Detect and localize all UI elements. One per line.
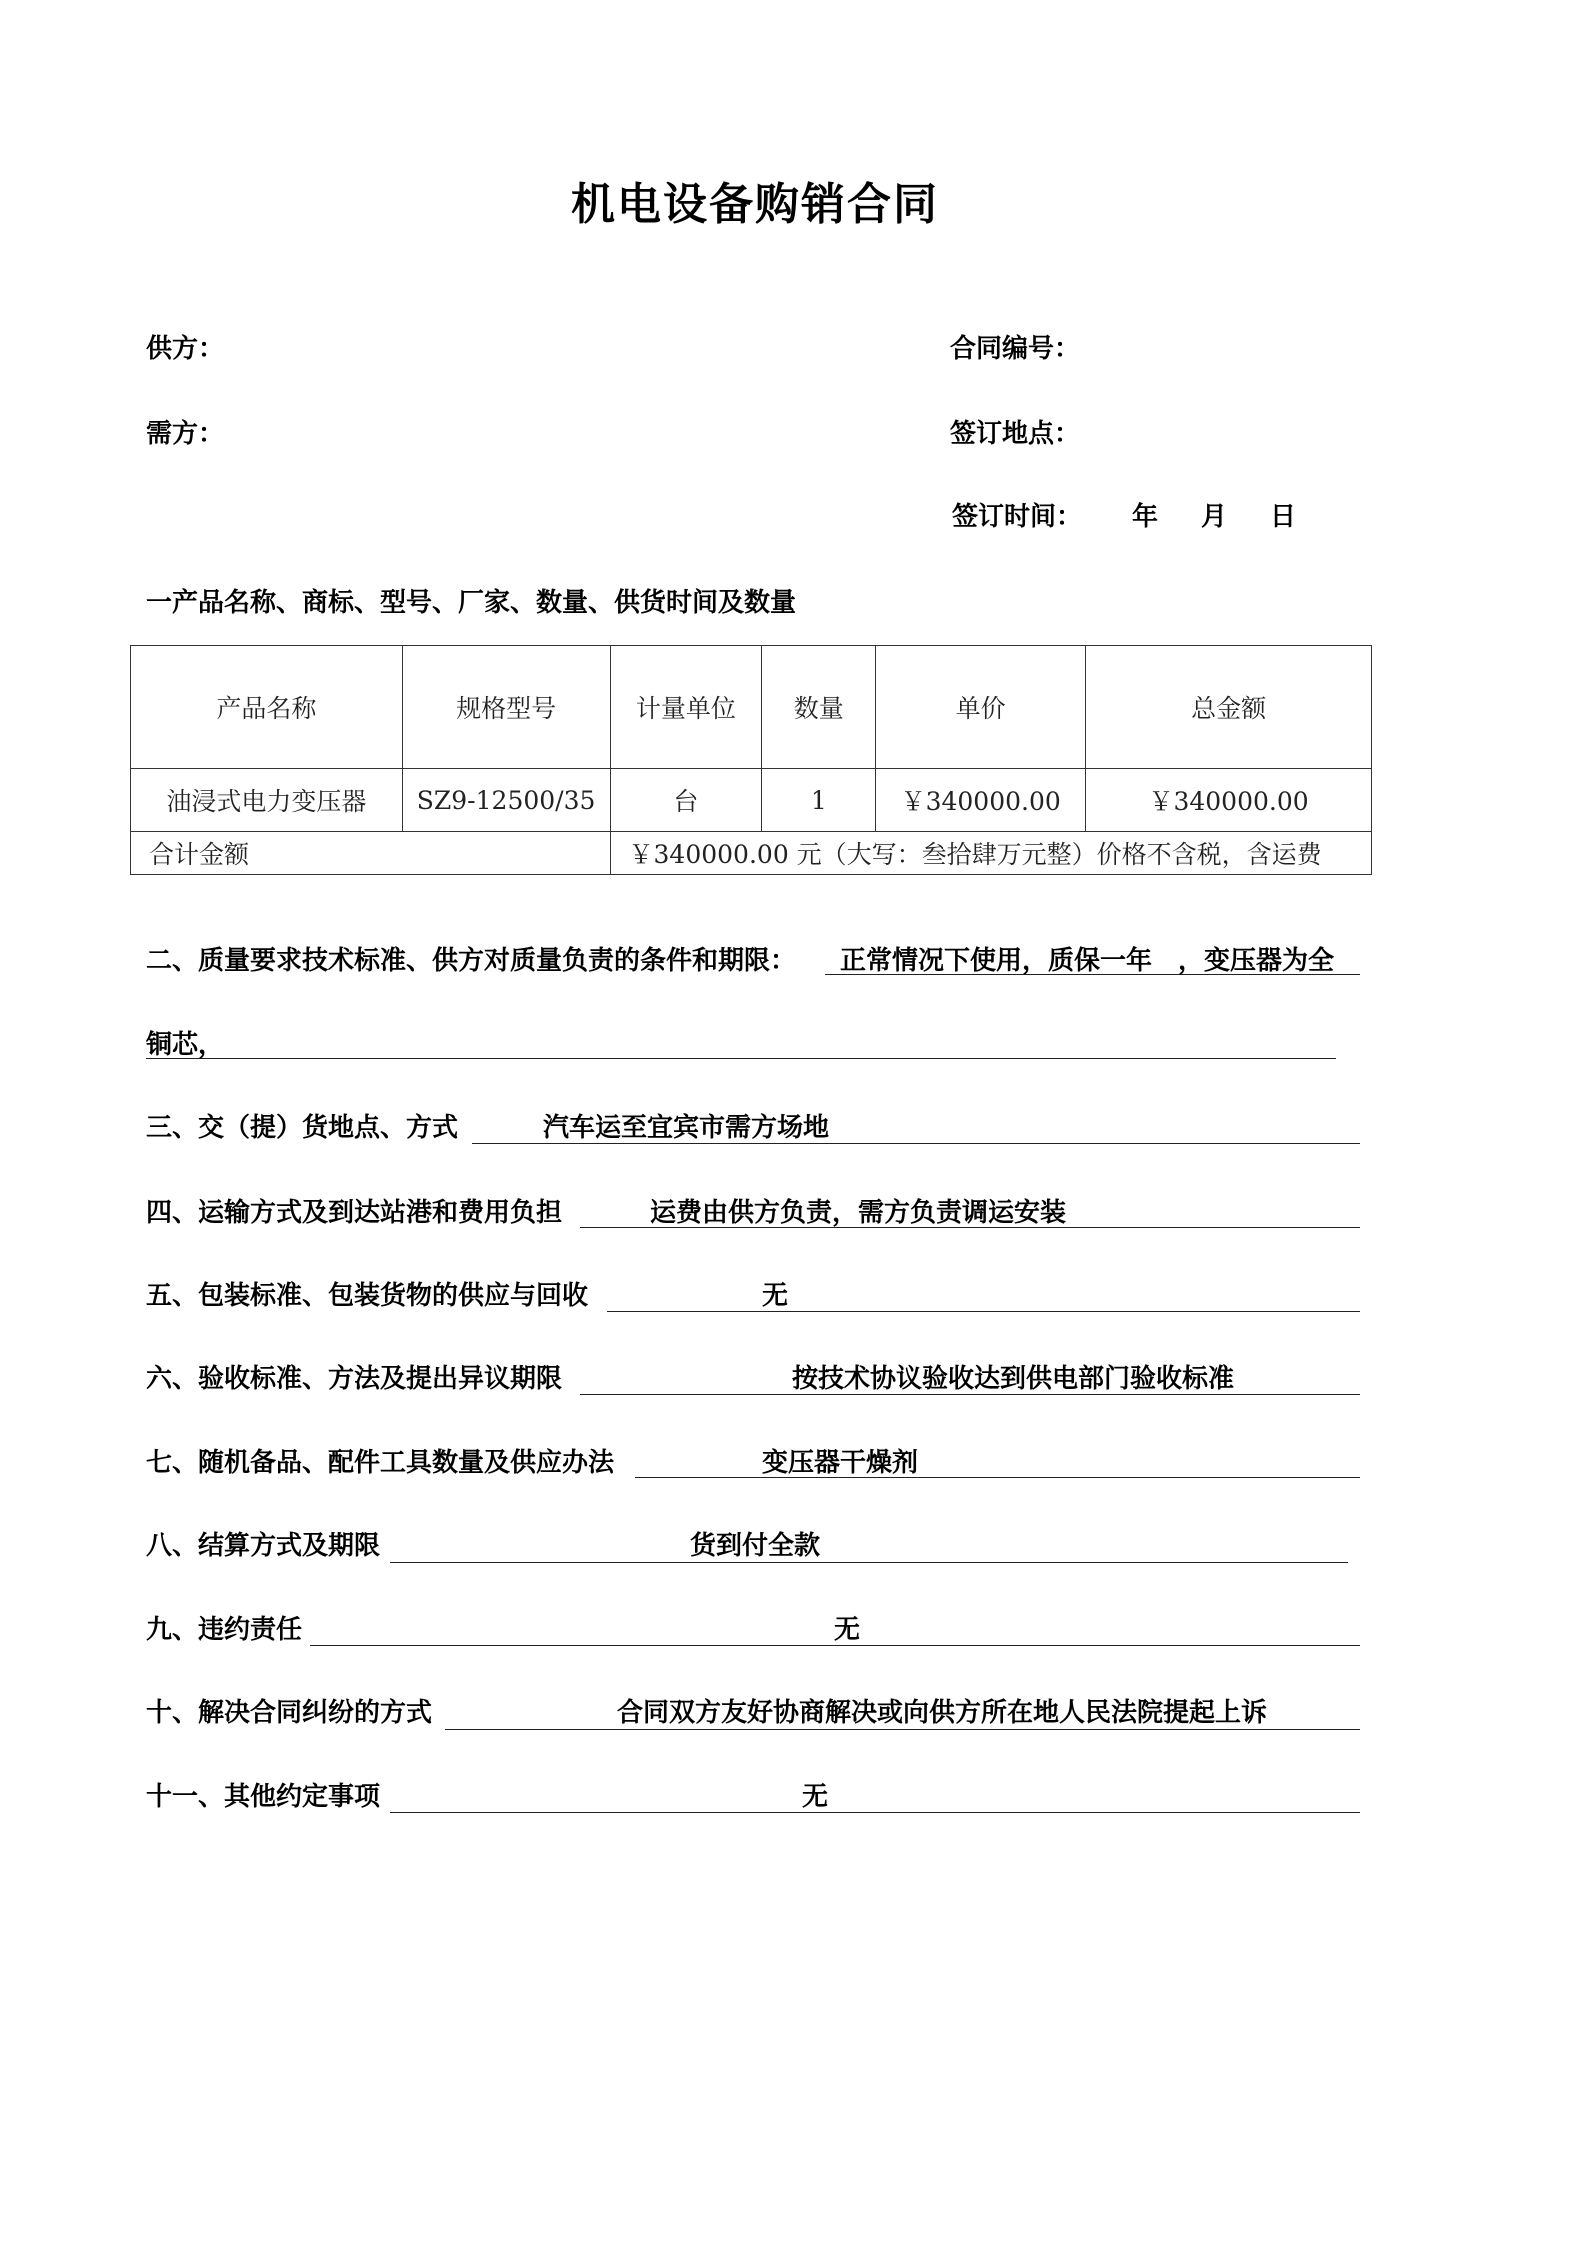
section-7-value: 变压器干燥剂	[762, 1448, 919, 1478]
section-5-value: 无	[762, 1281, 789, 1311]
header-total-amount: 总金额	[1086, 646, 1372, 769]
total-value: ￥340000.00 元（大写：叁拾肆万元整）价格不含税，含运费	[610, 832, 1371, 875]
cell-total-amount: ￥340000.00	[1086, 769, 1372, 832]
section-10-value: 合同双方友好协商解决或向供方所在地人民法院提起上诉	[617, 1698, 1268, 1728]
section-2-label: 二、质量要求技术标准、供方对质量负责的条件和期限：	[146, 946, 797, 976]
year-label: 年	[1132, 502, 1159, 532]
section-8-label: 八、结算方式及期限	[146, 1531, 381, 1561]
section-9-value: 无	[834, 1615, 861, 1645]
section-2-value: 正常情况下使用，质保一年 ，变压器为全	[840, 946, 1335, 976]
total-label: 合计金额	[131, 832, 611, 875]
table-row	[131, 769, 1372, 832]
section-7-underline	[635, 1477, 1360, 1478]
section-3-label: 三、交（提）货地点、方式	[146, 1113, 459, 1143]
section-8-value: 货到付全款	[690, 1531, 821, 1561]
section-6-label: 六、验收标准、方法及提出异议期限	[146, 1364, 563, 1394]
section-5-underline	[607, 1311, 1360, 1312]
cell-product-name: 油浸式电力变压器	[131, 769, 403, 832]
section-11-value: 无	[802, 1782, 829, 1812]
cell-unit: 台	[610, 769, 762, 832]
section-2-cont-underline	[146, 1058, 1336, 1059]
header-model: 规格型号	[402, 646, 610, 769]
cell-quantity: 1	[762, 769, 876, 832]
section-11-label: 十一、其他约定事项	[146, 1782, 381, 1812]
section-5-label: 五、包装标准、包装货物的供应与回收	[146, 1281, 589, 1311]
section-11-underline	[390, 1812, 1360, 1813]
cell-unit-price: ￥340000.00	[876, 769, 1086, 832]
section-10-label: 十、解决合同纠纷的方式	[146, 1698, 433, 1728]
cell-model: SZ9-12500/35	[402, 769, 610, 832]
product-table	[130, 645, 1372, 875]
supplier-label: 供方：	[146, 334, 225, 364]
header-unit-price: 单价	[876, 646, 1086, 769]
section-3-value: 汽车运至宜宾市需方场地	[543, 1113, 830, 1143]
section-2-value-cont: 铜芯，	[146, 1030, 225, 1060]
section-8-underline	[390, 1562, 1348, 1563]
section-9-label: 九、违约责任	[146, 1615, 303, 1645]
signing-place-label: 签订地点：	[950, 419, 1081, 449]
table-header-row	[131, 646, 1372, 769]
section-6-value: 按技术协议验收达到供电部门验收标准	[792, 1364, 1235, 1394]
month-label: 月	[1201, 502, 1228, 532]
contract-number-label: 合同编号：	[950, 334, 1081, 364]
section-4-value: 运费由供方负责，需方负责调运安装	[650, 1198, 1067, 1228]
section-4-label: 四、运输方式及到达站港和费用负担	[146, 1198, 563, 1228]
day-label: 日	[1270, 502, 1297, 532]
table-total-row	[131, 832, 1372, 875]
section-10-underline	[445, 1729, 1360, 1730]
header-quantity: 数量	[762, 646, 876, 769]
section-7-label: 七、随机备品、配件工具数量及供应办法	[146, 1448, 615, 1478]
contract-title: 机电设备购销合同	[571, 179, 939, 230]
section-1-heading: 一产品名称、商标、型号、厂家、数量、供货时间及数量	[146, 588, 797, 618]
signing-time-label: 签订时间：	[952, 502, 1083, 532]
header-product-name: 产品名称	[131, 646, 403, 769]
header-unit: 计量单位	[610, 646, 762, 769]
buyer-label: 需方：	[146, 419, 225, 449]
